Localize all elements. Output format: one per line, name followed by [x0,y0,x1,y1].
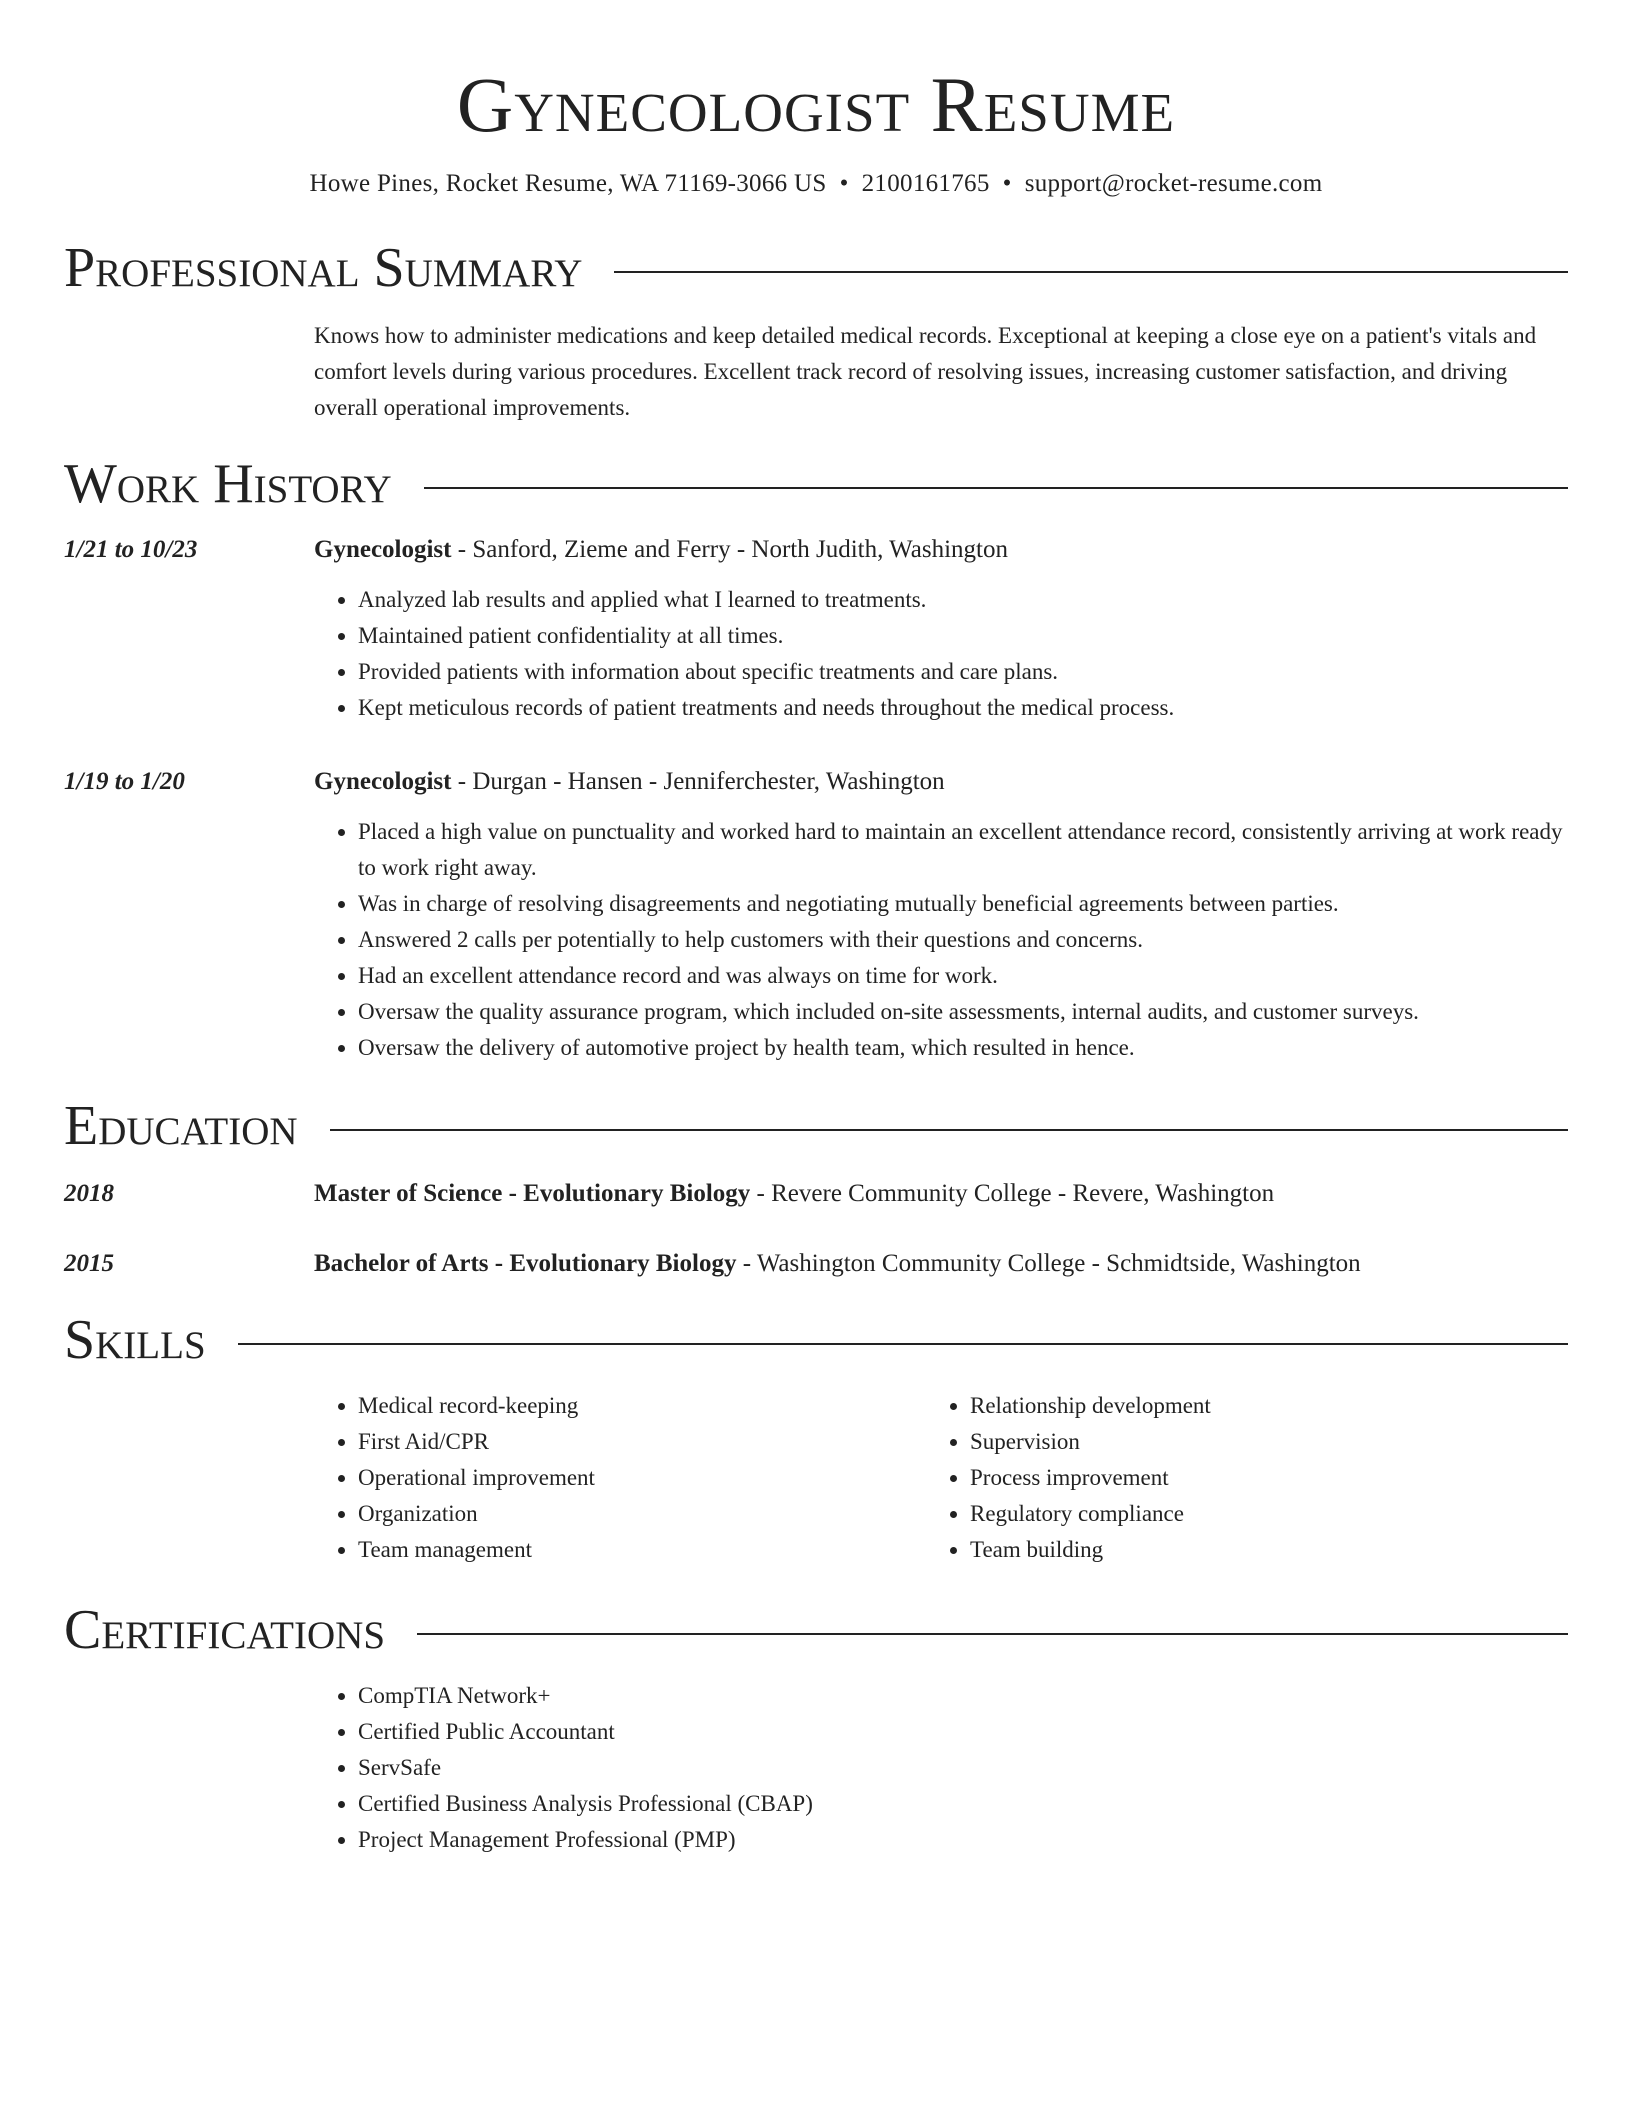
skills-column-left [314,1388,926,1568]
section-divider [424,487,1568,489]
contact-line [64,170,1568,198]
section-divider [614,271,1568,273]
contact-separator: • [1002,170,1012,197]
list-item: • Organization [358,1496,926,1532]
work-bullets [314,582,1568,726]
education-school: - Revere Community College - Revere, Washington [750,1180,1275,1207]
list-item: • Certified Public Accountant [358,1714,1568,1750]
list-item: • Team building [970,1532,1538,1568]
work-position [314,532,1568,568]
list-item: • Oversaw the quality assurance program, which included on-site assessments, internal audits, and customer surveys. [358,994,1568,1030]
education-heading: Education [64,1095,298,1157]
work-title: Gynecologist [314,536,452,563]
skills-heading: Skills [64,1309,206,1371]
list-item: • Project Management Professional (PMP) [358,1822,1568,1858]
summary-heading: Professional Summary [64,237,583,299]
contact-email: support@rocket-resume.com [1024,170,1323,197]
work-dates: 1/21 to 10/23 [64,536,198,563]
work-employer: - Sanford, Zieme and Ferry - North Judith, Washington [451,536,1008,563]
contact-separator: • [839,170,849,197]
document-title: Gynecologist Resume [456,61,1176,148]
skills-grid [314,1388,1568,1568]
list-item: • Oversaw the delivery of automotive project by health team, which resulted in hence. [358,1030,1568,1066]
education-entry [64,1246,1568,1282]
section-divider [330,1129,1568,1131]
contact-address: Howe Pines, Rocket Resume, WA 71169-3066 US [309,170,827,197]
list-item: • Provided patients with information about specific treatments and care plans. [358,654,1568,690]
skills-column-right [926,1388,1538,1568]
list-item: • Maintained patient confidentiality at all times. [358,618,1568,654]
list-item: • Certified Business Analysis Professional (CBAP) [358,1786,1568,1822]
certifications-heading: Certifications [64,1599,386,1661]
work-entry [64,764,1568,1066]
list-item: • First Aid/CPR [358,1424,926,1460]
list-item: • CompTIA Network+ [358,1678,1568,1714]
work-title: Gynecologist [314,768,452,795]
list-item: • Operational improvement [358,1460,926,1496]
work-entry-body [314,532,1568,726]
education-year: 2015 [64,1250,114,1277]
list-item: • Had an excellent attendance record and was always on time for work. [358,958,1568,994]
list-item: • Process improvement [970,1460,1538,1496]
list-item: • Medical record-keeping [358,1388,926,1424]
education-entry [64,1176,1568,1212]
education-line [314,1246,1568,1282]
work-bullets [314,814,1568,1066]
education-section-header [64,1094,1568,1158]
work-dates: 1/19 to 1/20 [64,768,185,795]
list-item: • Relationship development [970,1388,1538,1424]
education-year: 2018 [64,1180,114,1207]
education-degree: Master of Science - Evolutionary Biology [314,1180,751,1207]
section-divider [238,1343,1568,1345]
list-item: • Placed a high value on punctuality and worked hard to maintain an excellent attendance record, consistently arriving at work ready to work right away. [358,814,1568,886]
work-employer: - Durgan - Hansen - Jenniferchester, Washington [451,768,945,795]
skills-section-header [64,1308,1568,1372]
list-item: • ServSafe [358,1750,1568,1786]
list-item: • Kept meticulous records of patient treatments and needs throughout the medical process. [358,690,1568,726]
summary-text: Knows how to administer medications and keep detailed medical records. Exceptional at keeping a close eye on a patient's vitals and comfort levels during various procedures. Excellent track record of resolving issues, increasing customer satisfaction, and driving overall operational improvements. [314,323,1537,420]
list-item: • Supervision [970,1424,1538,1460]
list-item: • Answered 2 calls per potentially to help customers with their questions and concerns. [358,922,1568,958]
list-item: • Regulatory compliance [970,1496,1538,1532]
certifications-list [314,1678,1568,1858]
section-divider [417,1633,1568,1635]
education-line [314,1176,1568,1212]
work-entry-body [314,764,1568,1066]
contact-phone: 2100161765 [861,170,990,197]
certifications-list-wrapper [314,1678,1568,1858]
list-item: • Was in charge of resolving disagreements and negotiating mutually beneficial agreements between parties. [358,886,1568,922]
list-item: • Team management [358,1532,926,1568]
education-degree: Bachelor of Arts - Evolutionary Biology [314,1250,737,1277]
work-heading: Work History [64,453,392,515]
certifications-section-header [64,1598,1568,1662]
summary-section-header [64,236,1568,300]
work-entry [64,532,1568,726]
work-position [314,764,1568,800]
work-section-header [64,452,1568,516]
education-school: - Washington Community College - Schmidtside, Washington [736,1250,1361,1277]
list-item: • Analyzed lab results and applied what I learned to treatments. [358,582,1568,618]
